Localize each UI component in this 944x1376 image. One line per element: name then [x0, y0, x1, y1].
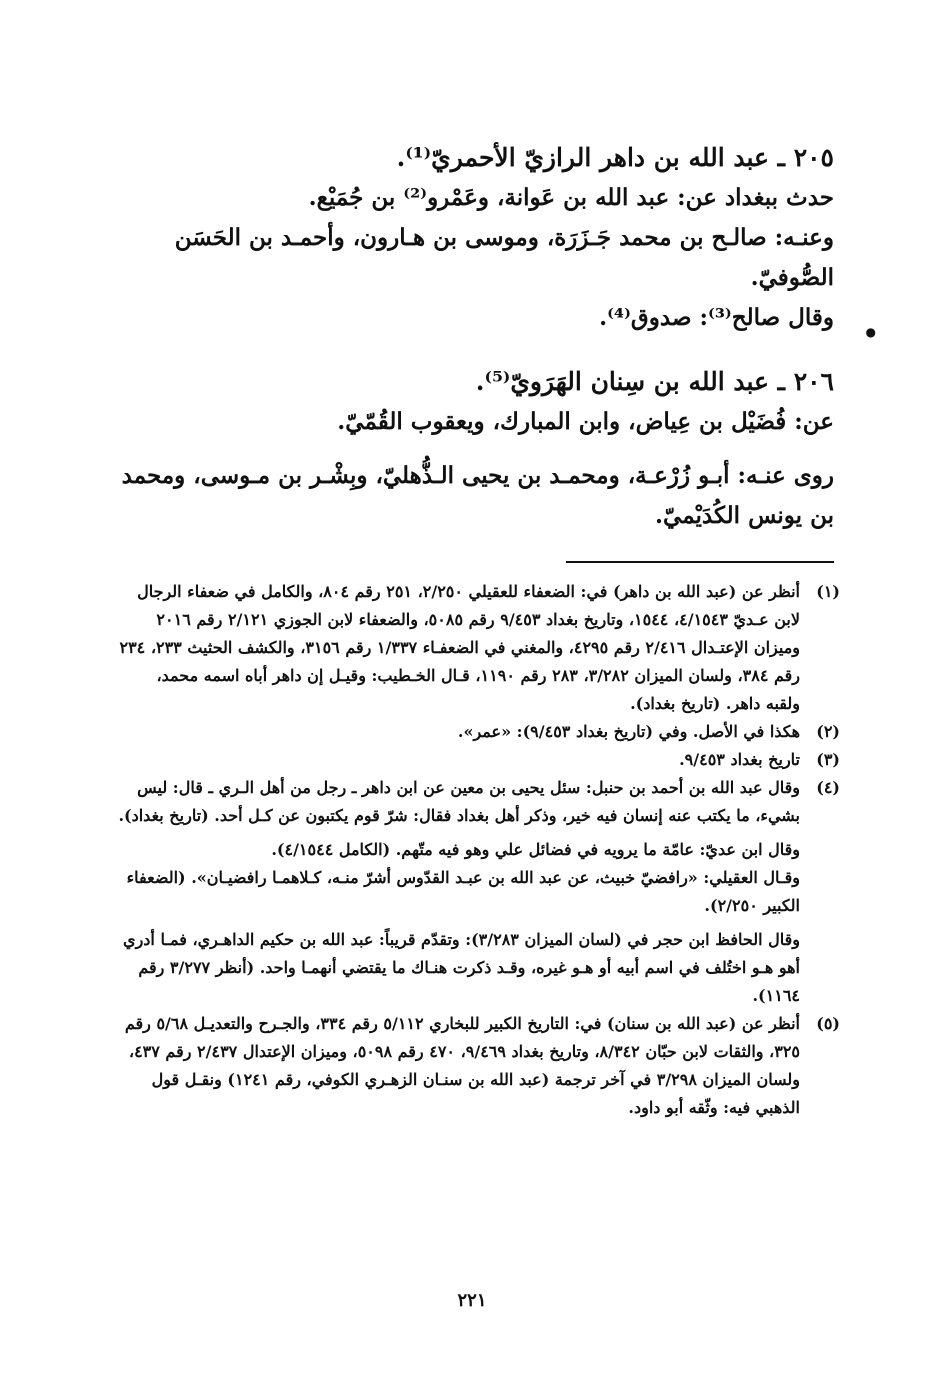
entry-title: ٢٠٥ ـ عبد الله بن داهر الرازيّ الأحمريّ⁽¹⁾. — [396, 143, 834, 172]
footnote-number: (٣) — [816, 750, 840, 769]
footnote-text: وقـال العقيلي: «رافضيّ خبيث، عن عبد الله بن عبـد القدّوس أشرّ منـه، كـلاهمـا رافضيـان». (الضعفاء الكبير ٢/٢٥٠). — [126, 868, 800, 915]
footnote-number: (٢) — [816, 722, 840, 741]
footnote-2 — [118, 718, 840, 746]
entry-line: روى عنـه: أبـو زُرْعـة، ومحمـد بن يحيى الـذُّهليّ، وبِشْـر بن مـوسى، ومحمد بن يونس الكُدَيْميّ. — [121, 462, 834, 529]
footnote-number: (٥) — [816, 1014, 840, 1033]
bullet-dot: ● — [865, 325, 876, 339]
footnote-1 — [118, 578, 840, 718]
footnotes — [118, 578, 840, 1122]
page-number: ٢٢١ — [457, 1290, 487, 1311]
footnote-text: أنظر عن (عبد الله بن داهر) في: الضعفاء للعقيلي ٢/٢٥٠، ٢٥١ رقم ٨٠٤، والكامل في ضعفاء الرجال لابن عـديّ ٤/١٥٤٣، ١٥٤٤، وتاريخ بغداد ٩/٤٥٣ رقم ٥٠٨٥، والضعفاء لابن الجوزي ٢/١٢١ رقم ٢٠١٦ وميزان الإعتـدال ٢/٤١٦ رقم ٤٢٩٥، والمغني في الضعفـاء ١/٣٣٧ رقم ٣١٥٦، والكشف الحثيث ٢٣٣، ٢٣٤ رقم ٣٨٤، ولسان الميزان ٣/٢٨٢، ٢٨٣ رقم ١١٩٠، قـال الخـطيب: وقيـل إن داهر أباه اسمه محمد، ولقبه داهر. (تاريخ بغداد). — [119, 582, 800, 713]
footnote-number: (١) — [816, 582, 840, 601]
entry-line: عن: فُضَيْل بن عِياض، وابن المبارك، ويعقوب القُمّيّ. — [337, 408, 834, 435]
footnote-text: وقال عبد الله بن أحمد بن حنبل: سئل يحيى بن معين عن ابن داهر ـ رجل من أهل الـري ـ قال: ليس بشيء، ما يكتب عنه إنسان فيه خير، وذكر أهل بغداد فقال: شرّ قوم يكتبون عن كـل أحد. (تاريخ بغداد). — [118, 778, 800, 825]
entry-line — [110, 298, 876, 339]
footnote-text: وقال ابن عديّ: عامّة ما يرويه في فضائل علي وهو فيه متّهم. (الكامل ٤/١٥٤٤). — [271, 840, 800, 859]
footnote-separator — [566, 561, 834, 563]
entry-title: ٢٠٦ ـ عبد الله بن سِنان الهَرَويّ⁽⁵⁾. — [475, 367, 834, 396]
entry-205 — [110, 138, 876, 339]
entry-line: وعنـه: صالـح بن محمد جَـزَرَة، وموسى بن هـارون، وأحمـد بن الحَسَن الصُّوفيّ. — [174, 224, 834, 291]
footnote-5 — [118, 1010, 840, 1122]
footnote-4 — [118, 774, 840, 1010]
footnote-text: هكذا في الأصل. وفي (تاريخ بغداد ٩/٤٥٣): «عمر». — [457, 722, 800, 741]
entry-206 — [110, 362, 834, 536]
entry-line-text: وقال صالح⁽³⁾: صدوق⁽⁴⁾. — [599, 304, 834, 331]
footnote-3 — [118, 746, 840, 774]
footnote-text: تاريخ بغداد ٩/٤٥٣. — [679, 750, 800, 769]
footnote-number: (٤) — [816, 778, 840, 797]
entry-line: حدث ببغداد عن: عبد الله بن عَوانة، وعَمْرو⁽²⁾ بن جُمَيْع. — [308, 184, 834, 211]
footnote-text: أنظر عن (عبد الله بن سنان) في: التاريخ الكبير للبخاري ٥/١١٢ رقم ٣٣٤، والجـرح والتعديـل ٥/٦٨ رقم ٣٢٥، والثقات لابن حبّان ٨/٣٤٢، وتاريخ بغداد ٩/٤٦٩، ٤٧٠ رقم ٥٠٩٨، وميزان الإعتدال ٢/٤٣٧ رقم ٤٣٧، ولسان الميزان ٣/٢٩٨ في آخر ترجمة (عبد الله بن سنـان الزهـري الكوفي، رقم ١٢٤١) ونقـل قول الذهبي فيه: وثّقه أبو داود. — [124, 1014, 800, 1117]
footnote-text: وقال الحافظ ابن حجر في (لسان الميزان ٣/٢٨٣): وتقدّم قريباً: عبد الله بن حكيم الداهـري، فمـا أدري أهو هـو اختُلف في اسم أبيه أو هـو غيره، وقـد ذكرت هنـاك ما يقتضي أنهمـا واحد. (أنظر ٣/٢٧٧ رقم ١١٦٤). — [123, 930, 800, 1005]
